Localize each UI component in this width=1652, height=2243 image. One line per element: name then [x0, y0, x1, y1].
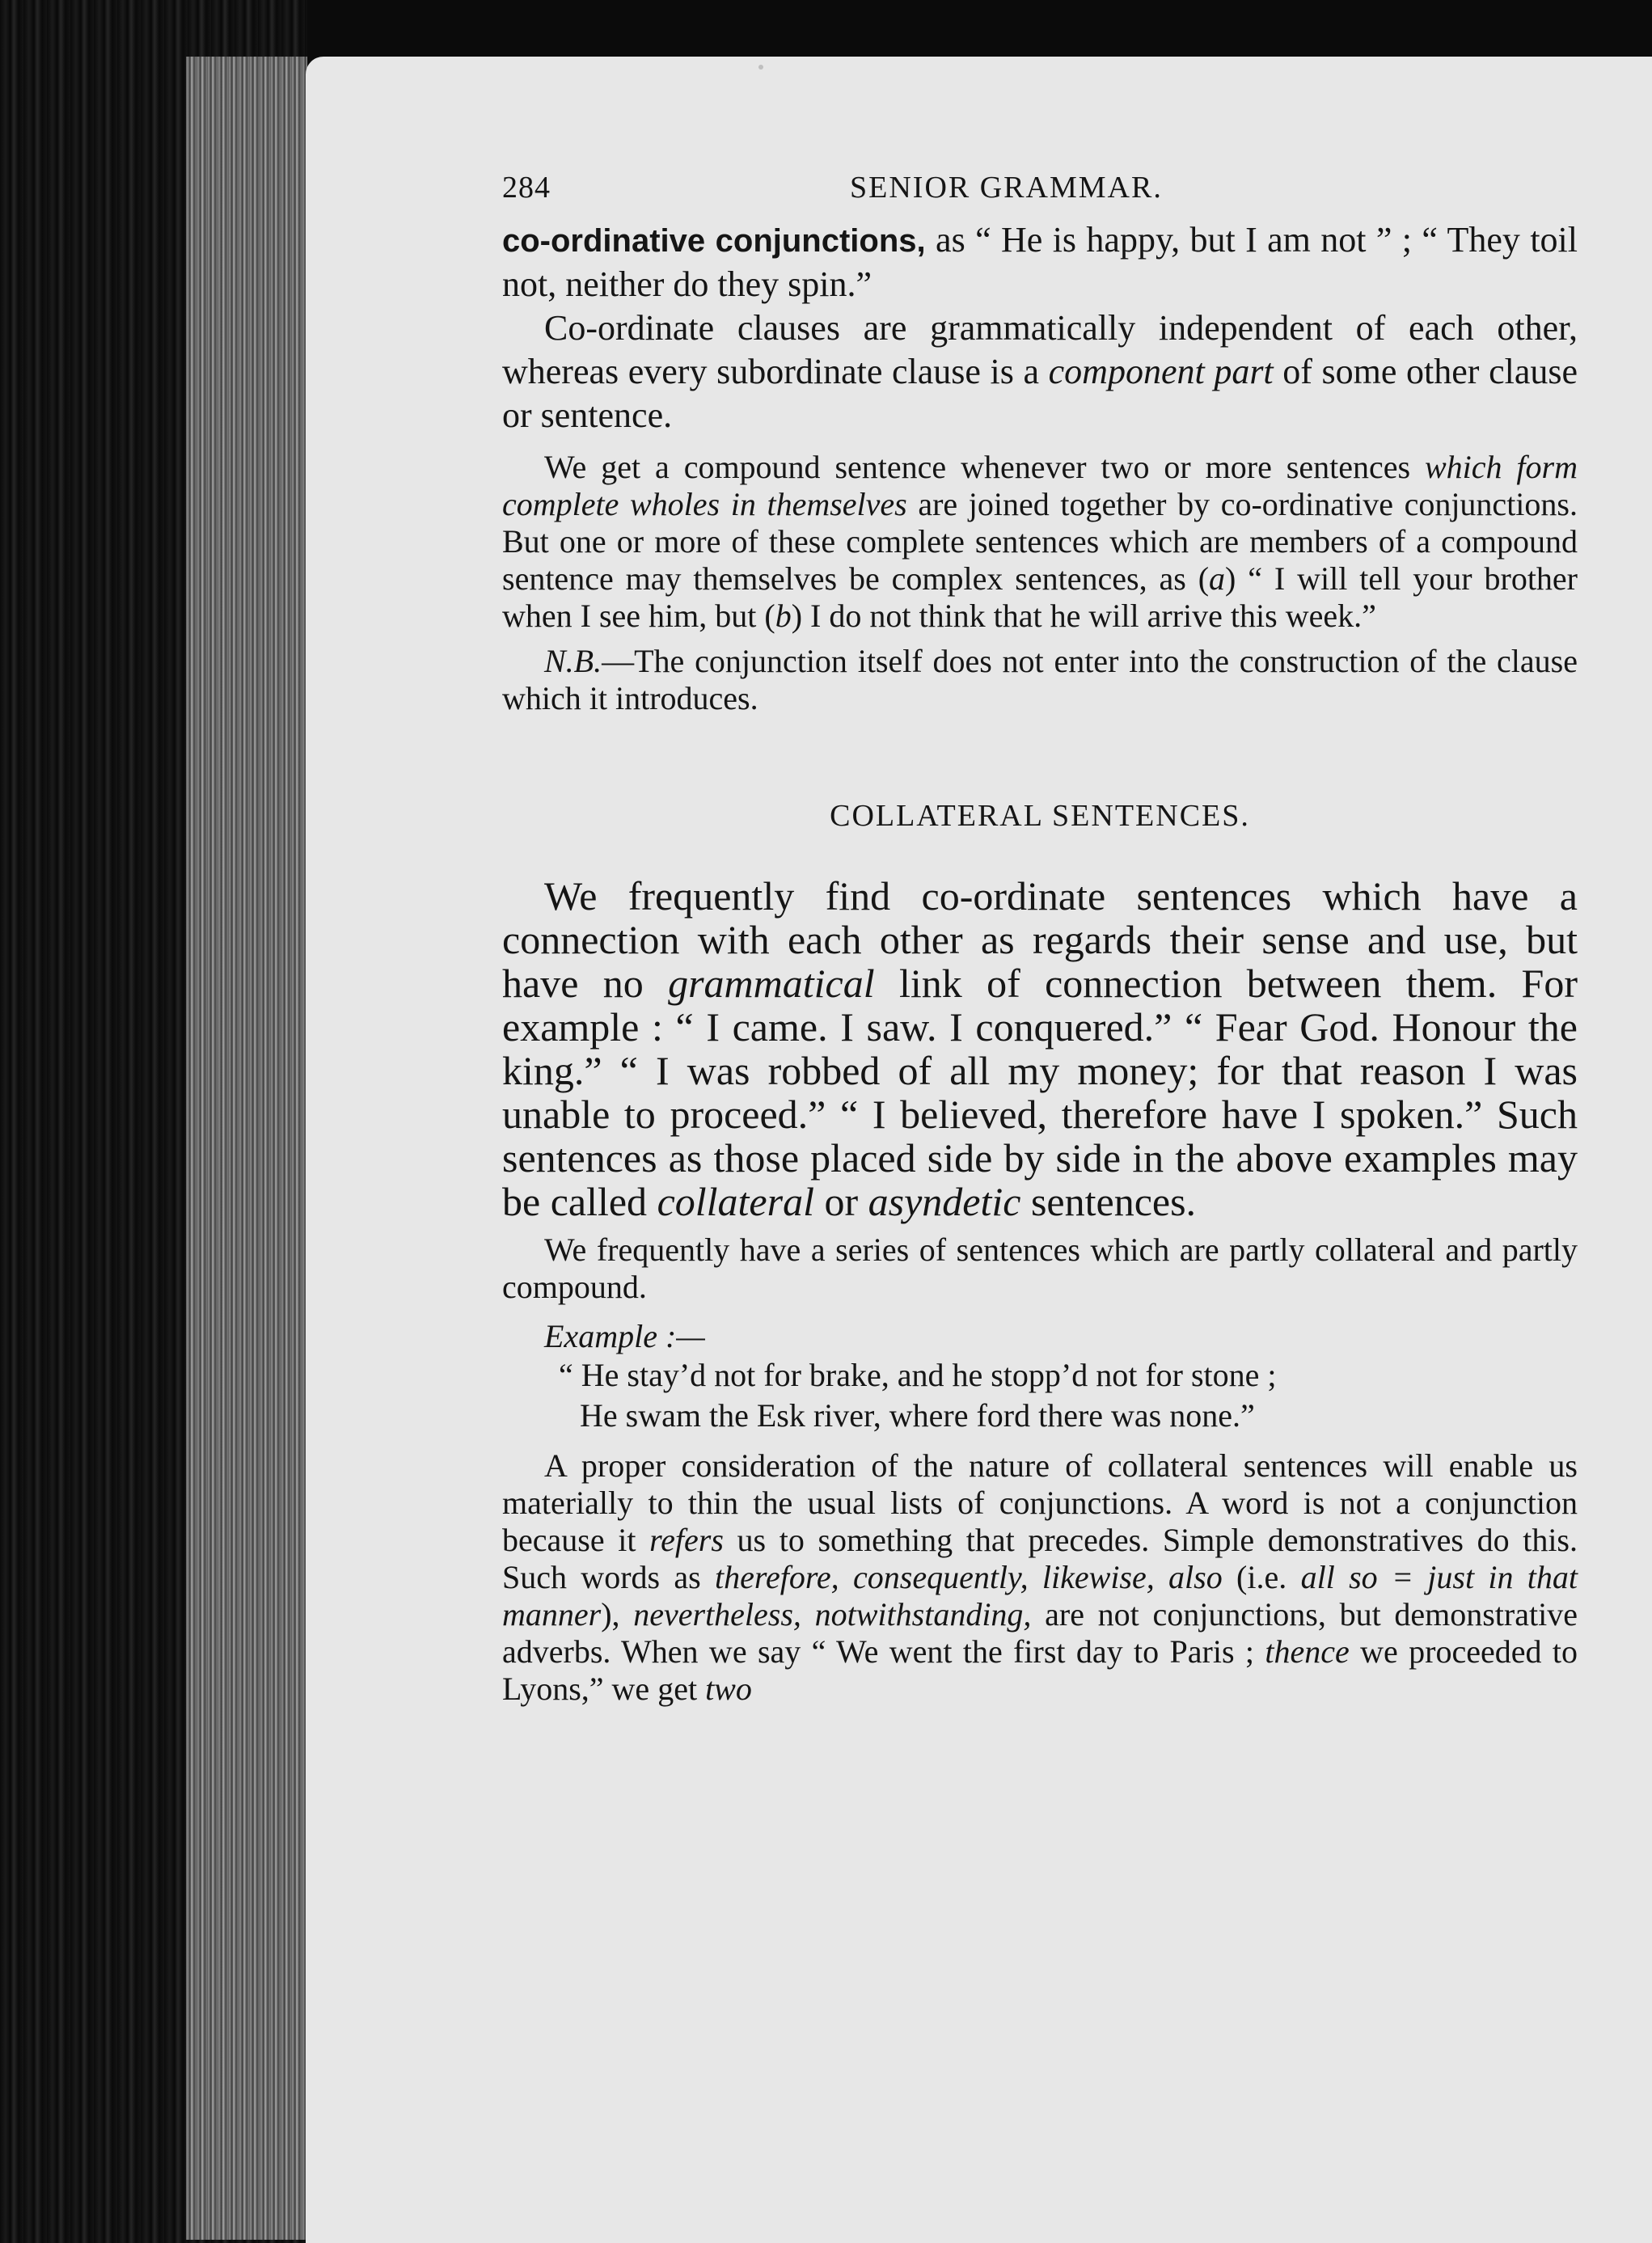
example-label: Example :— [544, 1318, 705, 1354]
paragraph-nb [502, 643, 1578, 717]
paragraph-text: we proceeded to Lyons,” we get [502, 1633, 1578, 1707]
paragraph-text: are not conjunctions, but demonstrative adverbs. When we say “ We went the first day to Paris ; [502, 1596, 1578, 1670]
italic-term: asyndetic [868, 1179, 1021, 1224]
italic-term: two [705, 1671, 752, 1707]
paragraph-text: as “ He is happy, but I am not ” ; “ They toil not, neither do they spin.” [502, 220, 1578, 304]
paragraph-compound-sentence [502, 449, 1578, 635]
paragraph-text: ) I do not think that he will arrive this week.” [791, 598, 1376, 634]
text-column [502, 170, 1578, 1708]
paragraph-text: ), [601, 1596, 634, 1633]
page-edges [186, 57, 307, 2240]
paragraph-text: or [813, 1179, 868, 1224]
italic-letter: b [775, 598, 792, 634]
paragraph-coordinate-clauses [502, 306, 1578, 437]
verse-quote [559, 1355, 1578, 1436]
italic-term: therefore, consequently, likewise, also [715, 1559, 1223, 1595]
paper-speck [758, 65, 763, 70]
verse-line-1: “ He stay’d not for brake, and he stopp’d not for stone ; [559, 1357, 1277, 1393]
paragraph-text: We get a compound sentence whenever two or more sentences [544, 449, 1425, 485]
paragraph-collateral [502, 874, 1578, 1223]
paragraph-series: We frequently have a series of sentences which are partly collateral and partly compound. [502, 1231, 1578, 1305]
italic-term: all so = just in that manner [502, 1559, 1578, 1633]
italic-term: thence [1265, 1633, 1350, 1670]
paragraph-text: We frequently find co-ordinate sentences which have a connection with each other as regards their sense and use, but have no [502, 873, 1578, 1006]
paragraph-text: A proper consideration of the nature of collateral sentences will enable us materially to thin the usual lists of conjunctions. A word is not a conjunction because it [502, 1447, 1578, 1558]
paragraph-text: —The conjunction itself does not enter into the construction of the clause which it introduces. [502, 643, 1578, 716]
page-number: 284 [502, 171, 551, 205]
italic-term: collateral [657, 1179, 814, 1224]
paragraph-text: sentences. [1020, 1179, 1197, 1224]
section-heading: COLLATERAL SENTENCES. [830, 799, 1250, 833]
paragraph-text: ) “ I will tell your brother when I see him, but ( [502, 560, 1578, 634]
italic-term: grammatical [668, 961, 875, 1006]
paragraph-text: are joined together by co-ordinative conjunctions. But one or more of these complete sentences which are members of a compound sentence may themselves be complex sentences, as ( [502, 486, 1578, 597]
paragraph-text: link of connection between them. For example : “ I came. I saw. I conquered.” “ Fear God. Honour the king.” “ I was robbed of all my money; for that reason I was unable to proceed.” “ I believed, therefore have I spoken.” Such sentences as those placed side by side in the above examples may be called [502, 961, 1578, 1224]
paragraph-text: (i.e. [1222, 1559, 1301, 1595]
running-header [502, 170, 1578, 218]
paragraph-text: of some other clause or sentence. [502, 352, 1578, 435]
verse-line-2: He swam the Esk river, where ford there was none.” [580, 1397, 1255, 1434]
paragraph-text: us to something that precedes. Simple demonstratives do this. Such words as [502, 1522, 1578, 1595]
italic-term: nevertheless, notwithstanding, [633, 1596, 1032, 1633]
paragraph-text: Co-ordinate clauses are grammatically independent of each other, whereas every subordinate clause is a [502, 308, 1578, 391]
paragraph-coordinative [502, 218, 1578, 306]
bold-term: co-ordinative conjunctions, [502, 223, 926, 259]
italic-term: component part [1048, 352, 1274, 391]
italic-phrase: which form complete wholes in themselves [502, 449, 1578, 522]
running-title: SENIOR GRAMMAR. [850, 171, 1163, 205]
book-page [306, 57, 1652, 2243]
paragraph-consideration [502, 1447, 1578, 1708]
nb-label: N.B. [544, 643, 602, 679]
italic-term: refers [649, 1522, 724, 1558]
italic-letter: a [1209, 560, 1226, 597]
